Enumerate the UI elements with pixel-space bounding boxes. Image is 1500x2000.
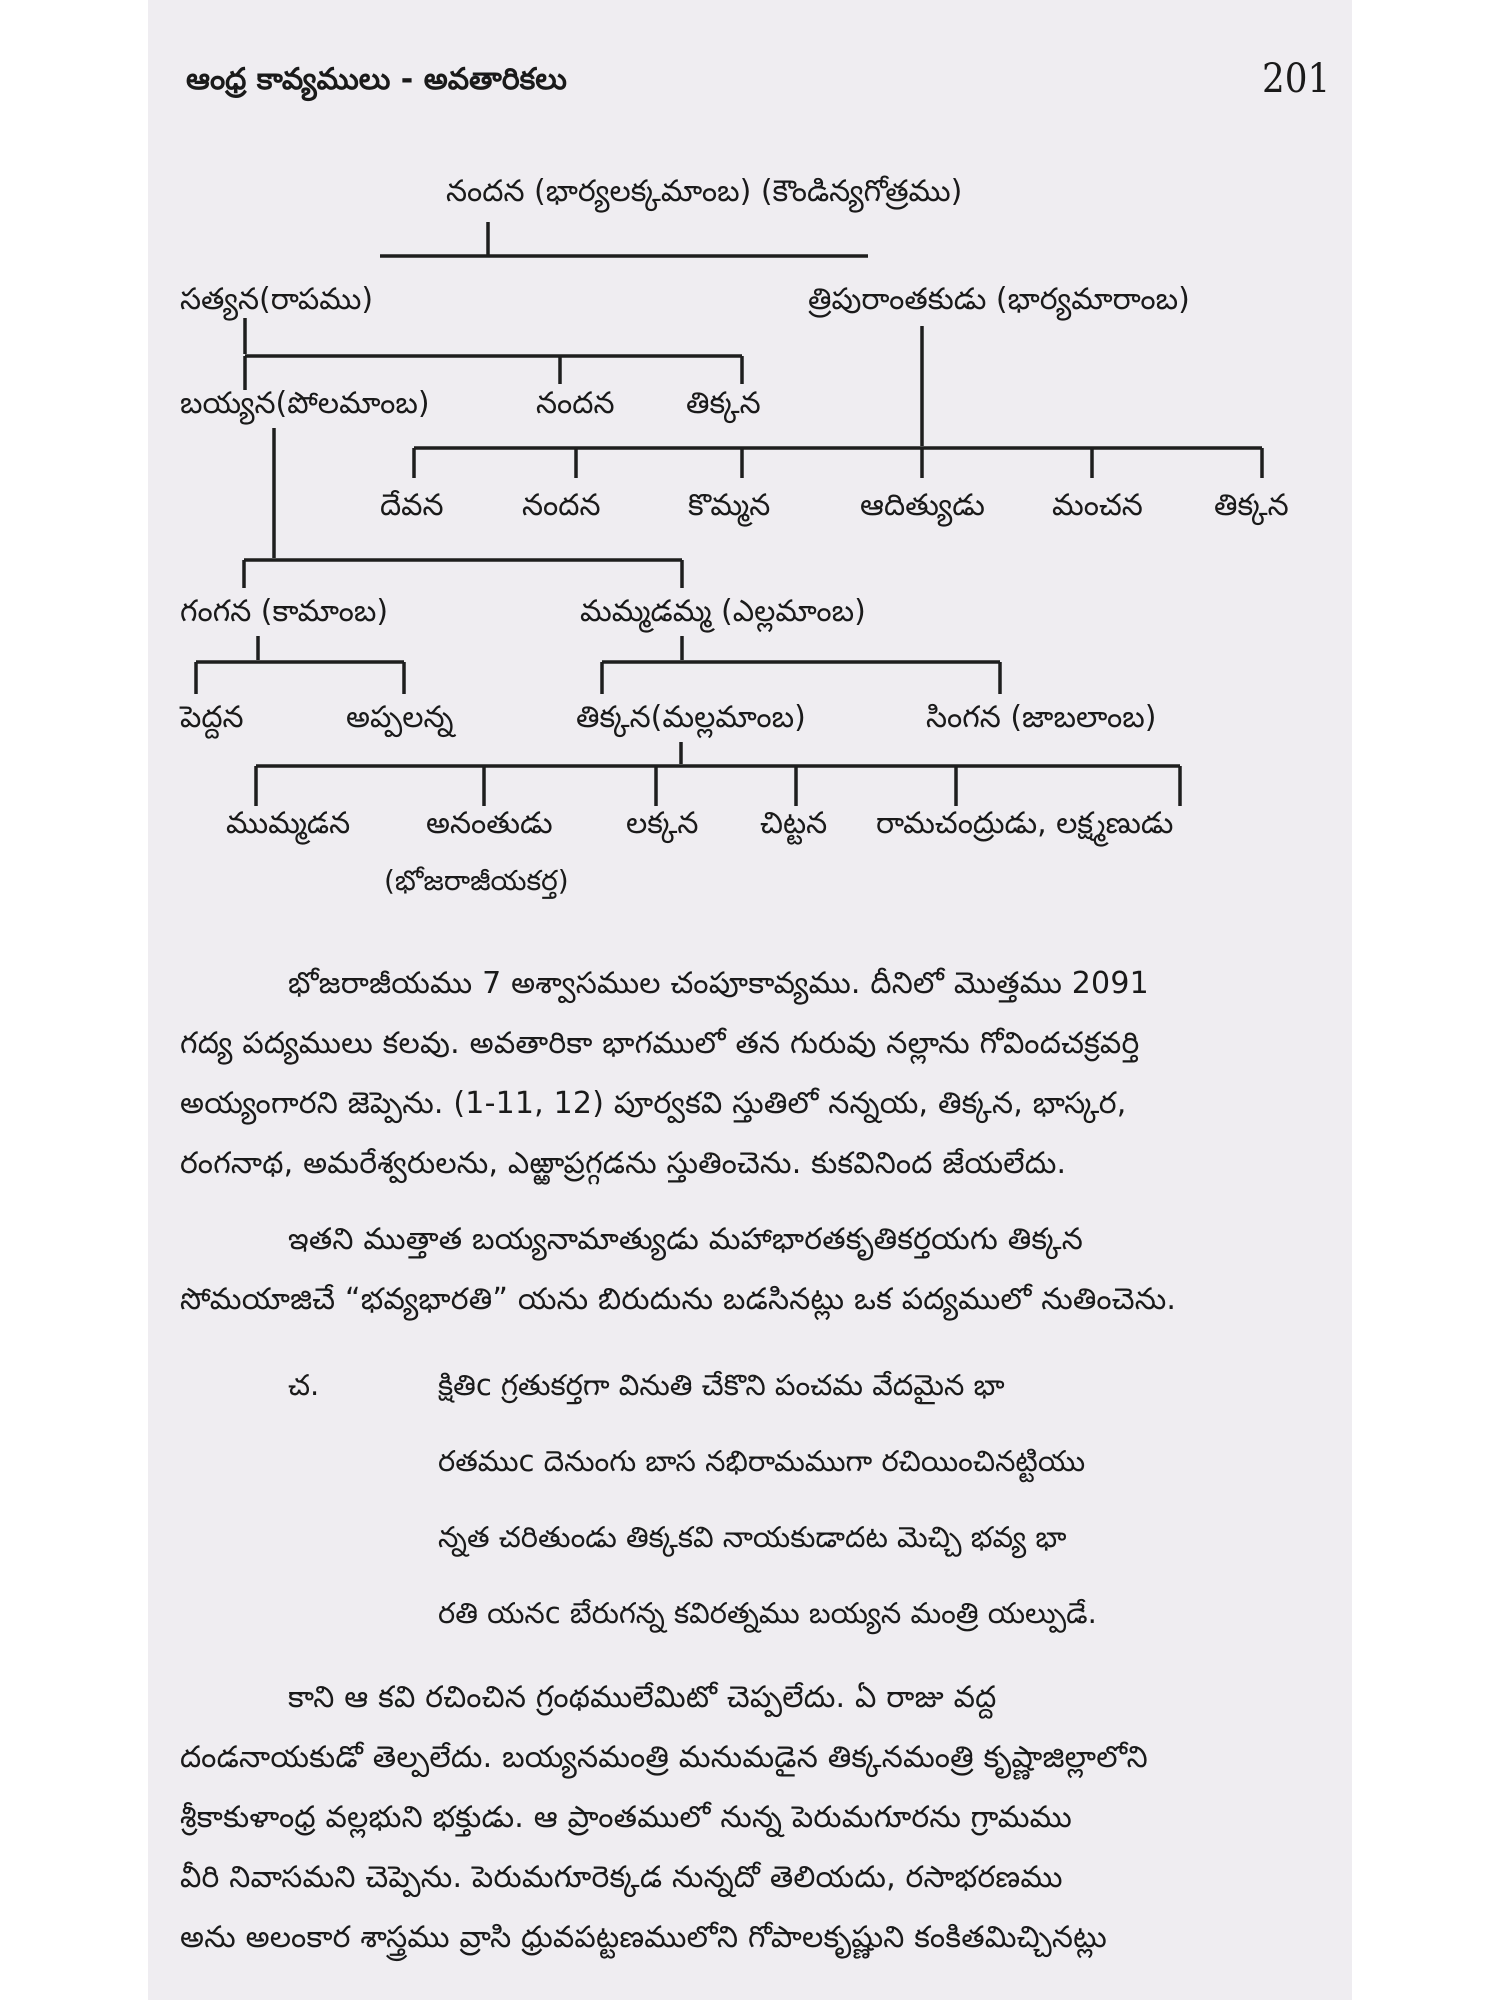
tree-node-ramachandrudu-lakshmanudu: రామచంద్రుడు, లక్ష్మణుడు [876,806,1174,841]
para2-line: ఇతని ముత్తాత బయ్యనామాత్యుడు మహాభారతకృతికర్తయగు తిక్కన [288,1222,1083,1257]
verse-line: క్షితిc గ్రతుకర్తగా వినుతి చేకొని పంచమ వేదమైన భా [438,1368,1005,1402]
tree-node-satyana: సత్యన(రాపము) [180,282,374,317]
tree-node-devana: దేవన [380,488,444,523]
para1-line: గద్య పద్యములు కలవు. అవతారికా భాగములో తన గురువు నల్లాను గోవిందచక్రవర్తి [180,1026,1140,1061]
para3-line: కాని ఆ కవి రచించిన గ్రంథములేమిటో చెప్పలేదు. ఏ రాజు వద్ద [288,1680,997,1715]
verse-line: రతముc దెనుంగు బాస నభిరామముగా రచియించినట్టియు [438,1444,1086,1478]
para3-line: శ్రీకాకుళాంధ్ర వల్లభుని భక్తుడు. ఆ ప్రాంతములో నున్న పెరుమగూరను గ్రామము [180,1800,1072,1835]
tree-node-tripurantakudu: త్రిపురాంతకుడు (భార్యమారాంబ) [808,282,1190,317]
tree-node-gangana: గంగన (కామాంబ) [180,594,389,629]
tree-node-tikkana-mallamamba: తిక్కన(మల్లమాంబ) [576,700,806,735]
tree-node-nandana: నందన [536,386,615,421]
tree-node-tikkana: తిక్కన [1214,488,1289,523]
para3-line: దండనాయకుడో తెల్పలేదు. బయ్యనమంత్రి మనుమడైన తిక్కనమంత్రి కృష్ణాజిల్లాలోని [180,1740,1148,1775]
tree-node-appalanna: అప్పలన్న [346,700,454,735]
running-header-title: ఆంధ్ర కావ్యములు - అవతారికలు [186,62,567,97]
tree-node-peddana: పెద్దన [180,700,244,735]
tree-node-tikkana: తిక్కన [686,386,761,421]
para1-line: భోజరాజీయము 7 అశ్వాసముల చంపూకావ్యము. దీనిలో మొత్తము 2091 [288,966,1149,1001]
page-number: 201 [1262,56,1331,102]
tree-node-mammadamma: మమ్మడమ్మ (ఎల్లమాంబ) [580,594,866,629]
tree-node-manchana: మంచన [1052,488,1143,523]
tree-node-kommana: కొమ్మన [688,488,771,523]
tree-node-singana: సింగన (జాబలాంబ) [926,700,1157,735]
verse-marker: చ. [288,1368,320,1402]
verse-line: రతి యనc బేరుగన్న కవిరత్నము బయ్యన మంత్రి యల్పుడే. [438,1596,1097,1630]
para3-line: వీరి నివాసమని చెప్పెను. పెరుమగూరెక్కడ నున్నదో తెలియదు, రసాభరణము [180,1860,1063,1895]
tree-node-lakkana: లక్కన [626,806,699,841]
verse-line: న్నత చరితుండు తిక్కకవి నాయకుడాదట మెచ్చి భవ్య భా [438,1520,1067,1554]
tree-node-nandana: నందన [522,488,601,523]
tree-node-adityudu: ఆదిత్యుడు [860,488,985,523]
tree-node-bayyana: బయ్యన(పోలమాంబ) [180,386,430,421]
para3-line: అను అలంకార శాస్త్రము వ్రాసి ధ్రువపట్టణములోని గోపాలకృష్ణుని కంకితమిచ్చినట్లు [180,1920,1107,1955]
tree-node-root: నందన (భార్యలక్కమాంబ) (కౌండిన్యగోత్రము) [446,174,963,209]
para2-line: సోమయాజిచే “భవ్యభారతి” యను బిరుదును బడసినట్లు ఒక పద్యములో నుతించెను. [180,1282,1177,1317]
tree-node-anantudu: అనంతుడు [426,806,553,841]
tree-node-note: (భోజరాజీయకర్త) [384,864,569,897]
tree-node-mummadana: ముమ్మడన [226,806,351,841]
para1-line: రంగనాథ, అమరేశ్వరులను, ఎఱ్ఱాప్రగ్గడను స్తుతించెను. కుకవినింద జేయలేదు. [180,1146,1067,1181]
tree-node-chittana: చిట్టన [760,806,828,841]
para1-line: అయ్యంగారని జెప్పెను. (1-11, 12) పూర్వకవి స్తుతిలో నన్నయ, తిక్కన, భాస్కర, [180,1086,1127,1121]
